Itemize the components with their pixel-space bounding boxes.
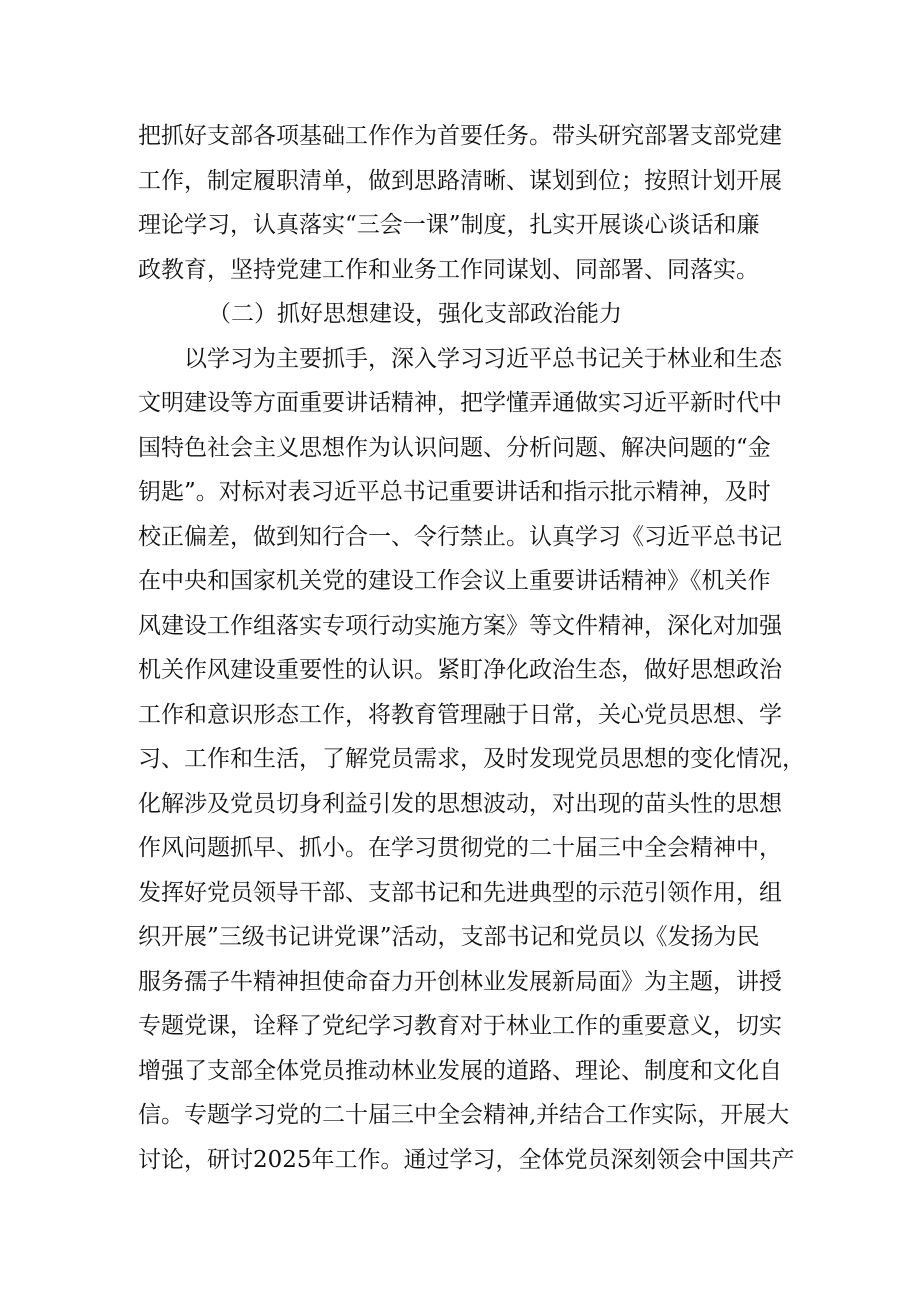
text-line: 化解涉及党员切身利益引发的思想波动，对出现的苗头性的思想 [138, 790, 782, 817]
text-line: 作风问题抓早、抓小。在学习贯彻党的二十届三中全会精神中， [138, 835, 782, 861]
text-line: 信。专题学习党的二十届三中全会精神,并结合工作实际，开展大 [138, 1102, 790, 1128]
text-line: 工作，制定履职清单，做到思路清晰、谋划到位；按照计划开展 [138, 167, 782, 194]
paragraph-first-line: 以学习为主要抓手，深入学习习近平总书记关于林业和生态 [184, 345, 782, 372]
text-line: 讨论，研讨2025年工作。通过学习，全体党员深刻领会中国共产 [138, 1146, 795, 1173]
text-line: 增强了支部全体党员推动林业发展的道路、理论、制度和文化自 [138, 1057, 782, 1084]
text-line: 风建设工作组落实专项行动实施方案》等文件精神，深化对加强 [138, 612, 782, 639]
text-line: 习、工作和生活，了解党员需求，及时发现党员思想的变化情况， [138, 746, 805, 772]
text-line: 国特色社会主义思想作为认识问题、分析问题、解决问题的“金 [138, 434, 771, 461]
text-line: 专题党课，诠释了党纪学习教育对于林业工作的重要意义，切实 [138, 1013, 782, 1039]
text-line: 校正偏差，做到知行合一、令行禁止。认真学习《习近平总书记 [138, 523, 782, 550]
text-line: 文明建设等方面重要讲话精神，把学懂弄通做实习近平新时代中 [138, 390, 782, 416]
text-line: 服务孺子牛精神担使命奋力开创林业发展新局面》为主题，讲授 [138, 968, 782, 995]
text-line: 在中央和国家机关党的建设工作会议上重要讲话精神》《机关作 [138, 568, 771, 594]
text-line: 钥匙”。对标对表习近平总书记重要讲话和指示批示精神，及时 [138, 479, 771, 505]
body-text [138, 114, 805, 1182]
text-line: 理论学习，认真落实“三会一课”制度，扎实开展谈心谈话和廉 [138, 212, 760, 238]
text-line: 机关作风建设重要性的认识。紧盯净化政治生态，做好思想政治 [138, 657, 782, 683]
text-line: 织开展”三级书记讲党课”活动，支部书记和党员以《发扬为民 [138, 924, 760, 950]
text-line: 把抓好支部各项基础工作作为首要任务。带头研究部署支部党建 [138, 123, 782, 149]
section-heading: （二）抓好思想建设，强化支部政治能力 [208, 301, 622, 327]
text-line: 工作和意识形态工作，将教育管理融于日常，关心党员思想、学 [138, 701, 782, 728]
text-line: 发挥好党员领导干部、支部书记和先进典型的示范引领作用，组 [138, 879, 782, 906]
text-line: 政教育，坚持党建工作和业务工作同谋划、同部署、同落实。 [138, 256, 759, 283]
